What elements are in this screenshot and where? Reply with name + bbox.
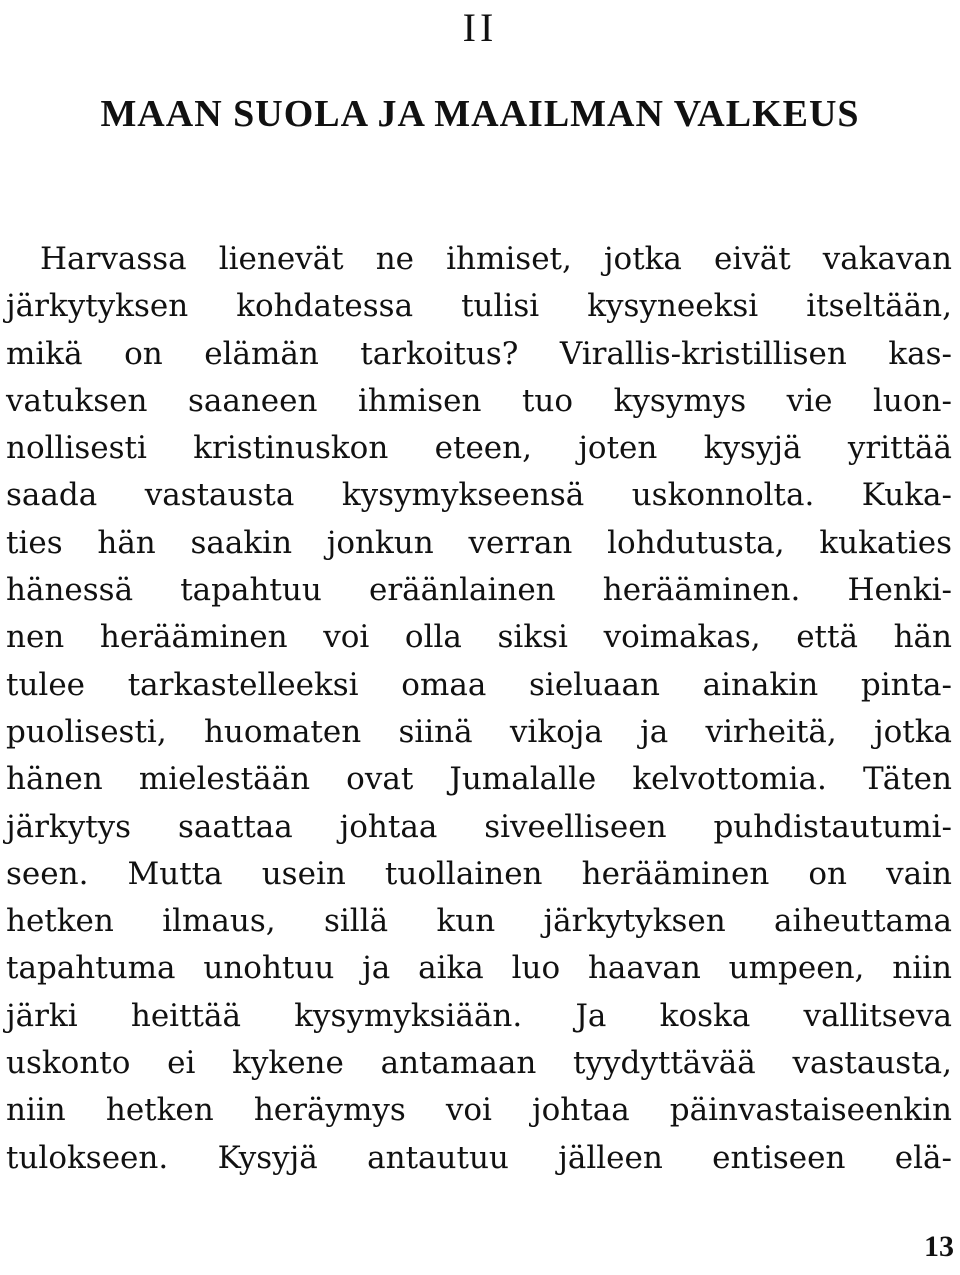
text-line: puolisesti, huomaten siinä vikoja ja virheitä, jotka [6, 713, 952, 750]
text-line: saada vastausta kysymykseensä uskonnolta. Kuka- [6, 477, 952, 514]
text-line: hetken ilmaus, sillä kun järkytyksen aiheuttama [6, 903, 952, 940]
text-line: hänessä tapahtuu eräänlainen herääminen. Henki- [6, 572, 952, 609]
text-line: järkytyksen kohdatessa tulisi kysyneeksi itseltään, [6, 288, 952, 325]
text-line: vatuksen saaneen ihmisen tuo kysymys vie luon- [6, 382, 952, 419]
text-line: seen. Mutta usein tuollainen herääminen on vain [6, 855, 952, 892]
body-paragraph [6, 236, 952, 1182]
text-line: niin hetken heräymys voi johtaa päinvastaiseenkin [6, 1092, 952, 1129]
text-line: järkytys saattaa johtaa siveelliseen puhdistautumi- [6, 808, 952, 845]
text-line: ties hän saakin jonkun verran lohdutusta, kukaties [6, 524, 952, 561]
page-number: 13 [924, 1230, 954, 1263]
text-line: mikä on elämän tarkoitus? Virallis-kristillisen kas- [6, 335, 952, 372]
chapter-title: MAAN SUOLA JA MAAILMAN VALKEUS [100, 93, 860, 135]
chapter-number: II [462, 5, 498, 50]
text-line: tulee tarkastelleeksi omaa sieluaan ainakin pinta- [6, 666, 952, 703]
text-line: Harvassa lienevät ne ihmiset, jotka eivät vakavan [40, 241, 952, 277]
text-line: nen herääminen voi olla siksi voimakas, että hän [6, 619, 952, 656]
text-line: tapahtuma unohtuu ja aika luo haavan umpeen, niin [6, 950, 952, 987]
text-line: hänen mielestään ovat Jumalalle kelvottomia. Täten [6, 761, 952, 798]
text-line: nollisesti kristinuskon eteen, joten kysyjä yrittää [6, 430, 952, 467]
text-line: uskonto ei kykene antamaan tyydyttävää vastausta, [6, 1045, 952, 1082]
text-line: järki heittää kysymyksiään. Ja koska vallitseva [6, 997, 952, 1034]
text-line: tulokseen. Kysyjä antautuu jälleen entiseen elä- [6, 1139, 952, 1176]
